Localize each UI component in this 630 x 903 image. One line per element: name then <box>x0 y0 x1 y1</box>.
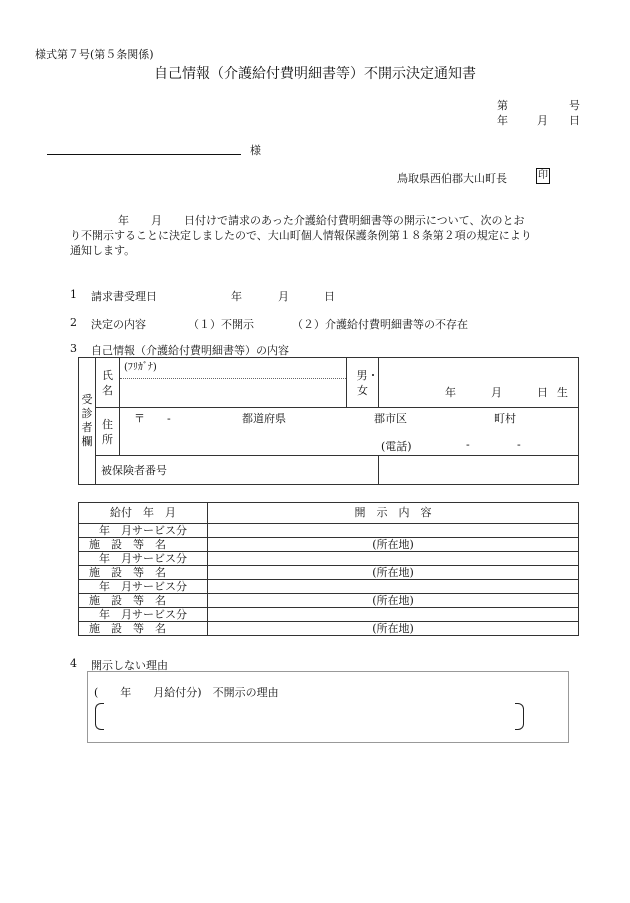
facility-location: (所在地) <box>208 538 579 552</box>
benefit-row <box>79 552 579 566</box>
birth-suffix: 生 <box>557 386 568 399</box>
facility-row <box>79 622 579 636</box>
item-1-label: 請求書受理日 <box>91 290 157 303</box>
service-month: 年 月サービス分 <box>79 580 208 594</box>
benefits-table <box>78 502 579 636</box>
reason-header: ( 年 月給付分) 不開示の理由 <box>94 686 279 699</box>
item-3-label: 自己情報（介護給付費明細書等）の内容 <box>91 344 289 357</box>
service-detail <box>208 552 579 566</box>
form-label: 様式第７号(第５条関係) <box>35 48 154 61</box>
benefit-row <box>79 580 579 594</box>
birth-month: 月 <box>491 386 502 399</box>
town-label: 町村 <box>494 412 516 425</box>
birth-year: 年 <box>445 386 456 399</box>
facility-location: (所在地) <box>208 566 579 580</box>
prefecture-label: 都道府県 <box>242 412 286 425</box>
reason-box <box>87 671 569 743</box>
body-line-2: り不開示することに決定しましたので、大山町個人情報保護条例第１８条第２項の規定により <box>70 229 532 242</box>
service-detail <box>208 580 579 594</box>
decision-option-1: （１）不開示 <box>188 318 254 331</box>
body-line-1: 年 月 日付けで請求のあった介護給付費明細書等の開示について、次のとお <box>118 214 525 227</box>
facility-location: (所在地) <box>208 594 579 608</box>
benefit-row <box>79 608 579 622</box>
reason-left-bracket <box>95 703 104 730</box>
addressee-line <box>47 154 241 155</box>
facility-row <box>79 594 579 608</box>
insured-number-label: 被保険者番号 <box>96 456 379 485</box>
facility-label: 施 設 等 名 <box>79 538 208 552</box>
furigana-label: (ﾌﾘｶﾞﾅ) <box>120 358 347 379</box>
name-label: 氏名 <box>102 368 113 397</box>
facility-row <box>79 538 579 552</box>
item-2-label: 決定の内容 <box>91 318 146 331</box>
service-detail <box>208 608 579 622</box>
item-1-day: 日 <box>324 290 335 303</box>
date-year: 年 <box>497 114 508 127</box>
item-1-month: 月 <box>278 290 289 303</box>
service-month: 年 月サービス分 <box>79 524 208 538</box>
postal-code: 〒 - <box>134 412 171 425</box>
facility-location: (所在地) <box>208 622 579 636</box>
recipient-section-label: 受診者欄 <box>81 393 93 448</box>
name-field <box>120 379 347 408</box>
phone-label: (電話) <box>381 440 412 453</box>
birth-date-field <box>379 358 579 408</box>
address-label: 住所 <box>102 417 113 446</box>
city-label: 郡市区 <box>374 412 407 425</box>
insured-number-field <box>379 456 579 485</box>
address-field <box>120 408 579 456</box>
item-1-year: 年 <box>231 290 242 303</box>
seal-box: 印 <box>536 168 550 184</box>
item-1-number: 1 <box>70 288 77 301</box>
service-month: 年 月サービス分 <box>79 608 208 622</box>
body-line-3: 通知します。 <box>70 244 136 257</box>
doc-number-suffix: 号 <box>569 99 580 112</box>
issuer: 鳥取県西伯郡大山町長 <box>397 172 507 185</box>
service-detail <box>208 524 579 538</box>
doc-number-prefix: 第 <box>497 99 508 112</box>
facility-row <box>79 566 579 580</box>
addressee-suffix: 様 <box>250 144 261 157</box>
birth-day: 日 <box>537 386 548 399</box>
item-2-number: 2 <box>70 316 77 329</box>
service-month: 年 月サービス分 <box>79 552 208 566</box>
document-title: 自己情報（介護給付費明細書等）不開示決定通知書 <box>154 66 476 82</box>
phone-separator-1: - <box>466 438 470 451</box>
disclosure-content-header: 開 示 内 容 <box>208 503 579 524</box>
date-day: 日 <box>569 114 580 127</box>
sex-field: 男・女 <box>356 368 379 397</box>
item-4-number: 4 <box>70 657 77 670</box>
benefit-month-header: 給付 年 月 <box>79 503 208 524</box>
reason-right-bracket <box>515 703 524 730</box>
item-4-label: 開示しない理由 <box>91 659 168 672</box>
decision-option-2: （２）介護給付費明細書等の不存在 <box>292 318 468 331</box>
phone-separator-2: - <box>517 438 521 451</box>
recipient-table <box>78 357 579 485</box>
date-month: 月 <box>537 114 548 127</box>
facility-label: 施 設 等 名 <box>79 566 208 580</box>
item-3-number: 3 <box>70 342 77 355</box>
facility-label: 施 設 等 名 <box>79 594 208 608</box>
benefit-row <box>79 524 579 538</box>
facility-label: 施 設 等 名 <box>79 622 208 636</box>
